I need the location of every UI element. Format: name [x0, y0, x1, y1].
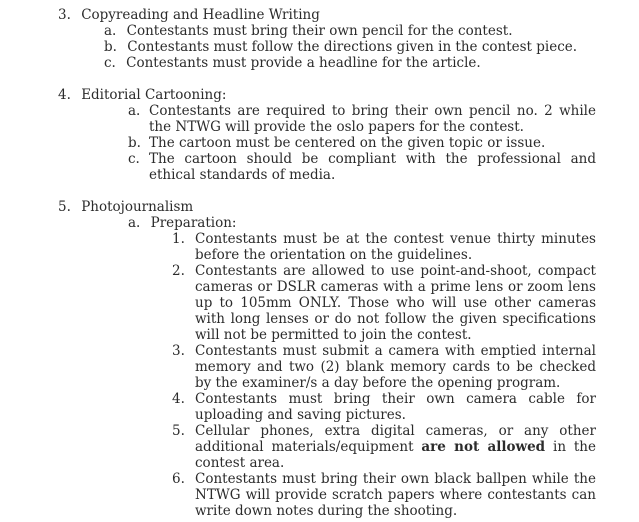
section-title: Editorial Cartooning: [81, 87, 227, 103]
list-item [172, 471, 596, 519]
item-label: 3. [172, 343, 185, 359]
list-item [172, 263, 596, 343]
item-label: a. [104, 23, 117, 39]
item-text [195, 423, 596, 471]
item-text: Contestants are required to bring their own pencil no. 2 while the NTWG will provide the oslo papers for the contest. [149, 103, 596, 135]
list-item [104, 55, 481, 71]
item-text: Contestants must provide a headline for the article. [126, 55, 481, 71]
item-text: Contestants must submit a camera with emptied internal memory and two (2) blank memory cards to be checked by the examiner/s a day before the opening program. [195, 343, 596, 391]
list-item [128, 135, 596, 151]
list-item [128, 151, 596, 183]
item-label: 1. [172, 231, 185, 247]
item-text-part: Cellular phones, extra digital cameras, or any other additional materials/equipment [195, 423, 596, 455]
item-text: Contestants must follow the directions given in the contest piece. [127, 39, 578, 55]
item-text: Contestants must bring their own pencil for the contest. [126, 23, 513, 39]
section-number: 5. [58, 199, 71, 215]
item-text: Contestants must bring their own black ballpen while the NTWG will provide scratch papers where contestants can write down notes during the shooting. [195, 471, 596, 519]
section-number: 3. [58, 7, 71, 23]
item-text: Contestants must bring their own camera cable for uploading and saving pictures. [195, 391, 596, 423]
subsection-preparation [128, 215, 236, 231]
item-text: The cartoon must be centered on the given topic or issue. [149, 135, 546, 151]
item-label: 2. [172, 263, 185, 279]
section-title: Copyreading and Headline Writing [81, 7, 320, 23]
item-label: c. [104, 55, 116, 71]
item-label: b. [128, 135, 141, 151]
list-item [128, 103, 596, 135]
item-label: b. [104, 39, 117, 55]
item-label: 4. [172, 391, 185, 407]
section-title: Photojournalism [81, 199, 194, 215]
section-number: 4. [58, 87, 71, 103]
item-label: a. [128, 103, 141, 119]
list-item [172, 423, 596, 471]
subsection-label: a. [128, 215, 141, 231]
list-item [104, 39, 577, 55]
section-3 [58, 7, 320, 23]
item-text-part: in the contest area. [195, 439, 596, 471]
item-text: Contestants must be at the contest venue thirty minutes before the orientation on the guidelines. [195, 231, 596, 263]
item-label: c. [128, 151, 140, 167]
list-item [172, 391, 596, 423]
item-text-bold: are not allowed [421, 439, 546, 455]
item-label: 6. [172, 471, 185, 487]
section-4 [58, 87, 226, 103]
item-text: The cartoon should be compliant with the professional and ethical standards of media. [149, 151, 596, 183]
subsection-title: Preparation: [150, 215, 237, 231]
list-item [172, 231, 596, 263]
section-5 [58, 199, 193, 215]
list-item [172, 343, 596, 391]
item-label: 5. [172, 423, 185, 439]
item-text: Contestants are allowed to use point-and-shoot, compact cameras or DSLR cameras with a prime lens or zoom lens up to 105mm ONLY. Those who will use other cameras with long lenses or do not follow the given specifications will not be permitted to join the contest. [195, 263, 596, 343]
list-item [104, 23, 513, 39]
